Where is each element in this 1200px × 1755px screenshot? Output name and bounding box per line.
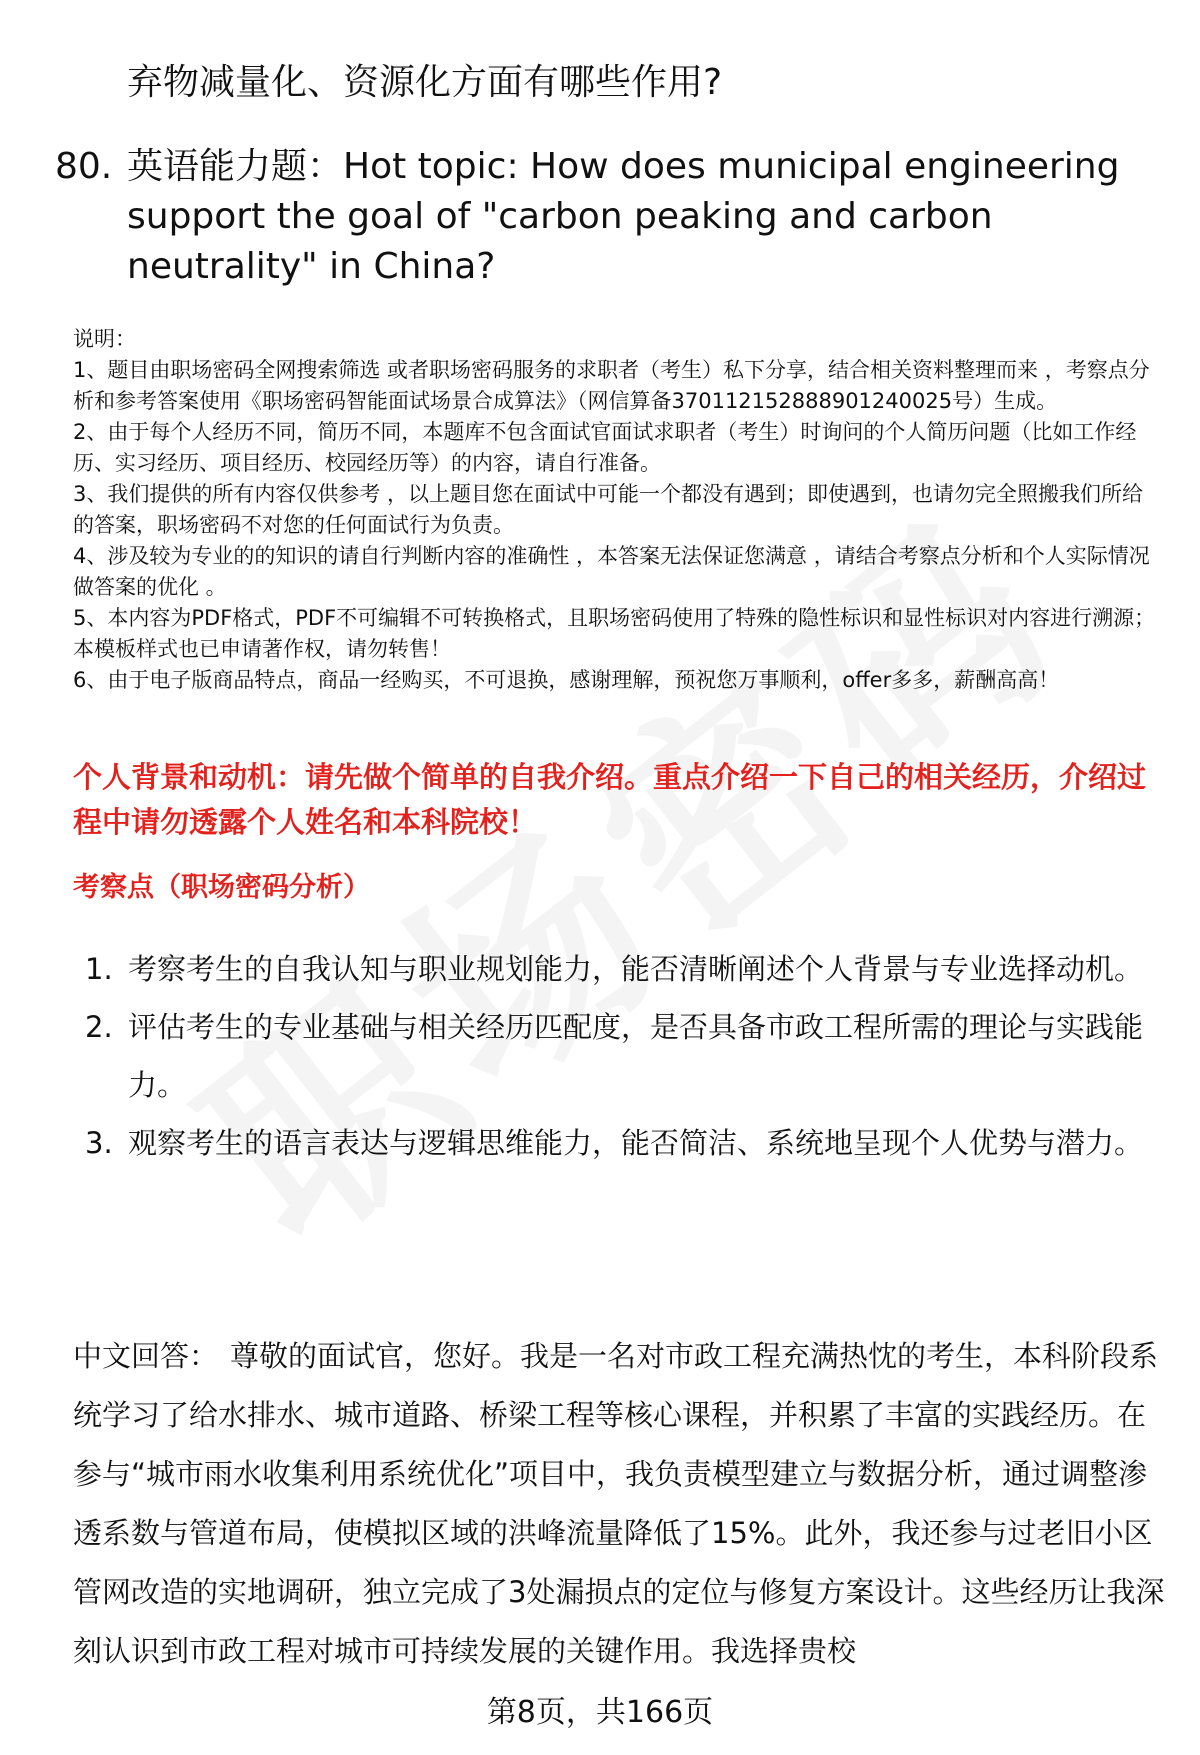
section-question: 个人背景和动机：请先做个简单的自我介绍。重点介绍一下自己的相关经历，介绍过程中请勿透露个人姓名和本科院校！ — [73, 760, 1147, 839]
analysis-point-text: 观察考生的语言表达与逻辑思维能力，能否简洁、系统地呈现个人优势与潜力。 — [128, 1126, 1144, 1160]
note-item: 1、题目由职场密码全网搜索筛选 或者职场密码服务的求职者（考生）私下分享，结合相关资料整理而来 ，考察点分析和参考答案使用《职场密码智能面试场景合成算法》（网信算备370112152888901240025号）生成。 — [73, 358, 1150, 413]
note-item: 3、我们提供的所有内容仅供参考 ，以上题目您在面试中可能一个都没有遇到；即使遇到，也请勿完全照搬我们所给的答案，职场密码不对您的任何面试行为负责。 — [73, 482, 1144, 537]
question-text: 英语能力题：Hot topic: How does municipal engineering support the goal of "carbon peaking and carbon neutrality" in China? — [127, 146, 1120, 287]
analysis-point-number: 3. — [85, 1126, 113, 1160]
question-continuation: 弃物减量化、资源化方面有哪些作用? — [127, 62, 723, 103]
answer-text: 尊敬的面试官，您好。我是一名对市政工程充满热忱的考生，本科阶段系统学习了给水排水、城市道路、桥梁工程等核心课程，并积累了丰富的实践经历。在参与“城市雨水收集利用系统优化”项目中，我负责模型建立与数据分析，通过调整渗透系数与管道布局，使模拟区域的洪峰流量降低了15%。此外，我还参与过老旧小区管网改造的实地调研，独立完成了3处漏损点的定位与修复方案设计。这些经历让我深刻认识到市政工程对城市可持续发展的关键作用。我选择贵校 — [73, 1339, 1165, 1668]
note-item: 2、由于每个人经历不同，简历不同，本题库不包含面试官面试求职者（考生）时询问的个人简历问题（比如工作经历、实习经历、项目经历、校园经历等）的内容，请自行准备。 — [73, 420, 1137, 475]
notes-block — [73, 324, 1163, 696]
analysis-point-number: 2. — [85, 1010, 113, 1044]
analysis-point — [73, 998, 1163, 1114]
question-number: 80. — [55, 146, 113, 187]
analysis-title: 考察点（职场密码分析） — [73, 872, 370, 903]
analysis-point-number: 1. — [85, 952, 113, 986]
analysis-point-text: 考察考生的自我认知与职业规划能力，能否清晰阐述个人背景与专业选择动机。 — [128, 952, 1144, 986]
analysis-point — [73, 940, 1163, 998]
note-item: 6、由于电子版商品特点，商品一经购买，不可退换，感谢理解，预祝您万事顺利，offer多多，薪酬高高！ — [73, 668, 1060, 692]
answer-label: 中文回答： — [73, 1339, 219, 1373]
analysis-point — [73, 1114, 1163, 1172]
analysis-point-text: 评估考生的专业基础与相关经历匹配度，是否具备市政工程所需的理论与实践能力。 — [128, 1010, 1144, 1102]
notes-title: 说明： — [73, 327, 136, 351]
page-footer: 第8页，共166页 — [486, 1695, 714, 1730]
answer-paragraph — [73, 1327, 1173, 1681]
note-item: 4、涉及较为专业的的知识的请自行判断内容的准确性 ，本答案无法保证您满意 ，请结合考察点分析和个人实际情况做答案的优化 。 — [73, 544, 1150, 599]
analysis-points — [73, 940, 1163, 1172]
question-80 — [55, 142, 1165, 292]
note-item: 5、本内容为PDF格式，PDF不可编辑不可转换格式，且职场密码使用了特殊的隐性标识和显性标识对内容进行溯源；本模板样式也已申请著作权，请勿转售！ — [73, 606, 1156, 661]
